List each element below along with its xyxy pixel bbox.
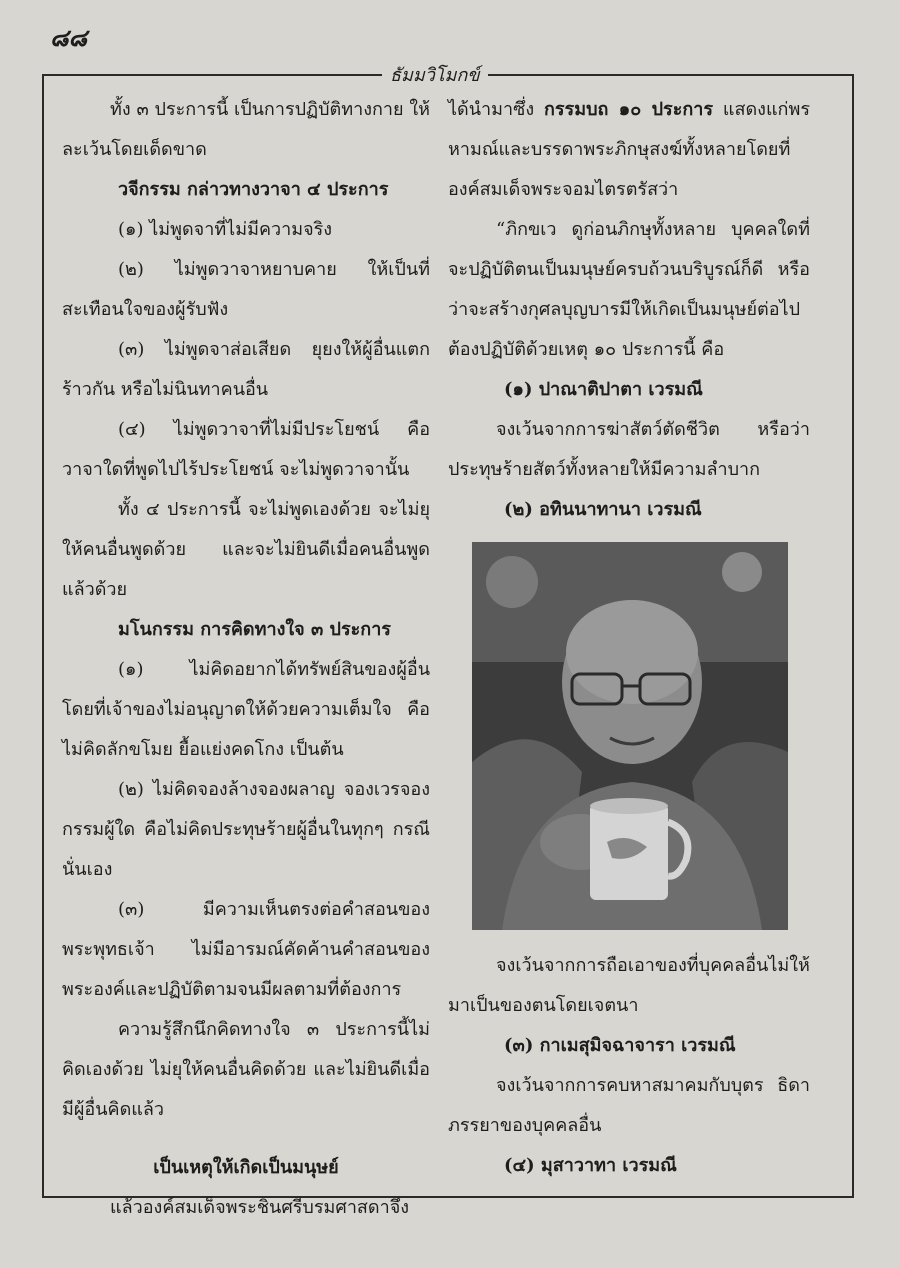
list-item: (๔) ไม่พูดวาจาที่ไม่มีประโยชน์ คือ วาจาใดที่พูดไปไร้ประโยชน์ จะไม่พูดวาจานั้น: [62, 419, 430, 480]
paragraph: จงเว้นจากการคบหาสมาคมกับบุตร ธิดาภรรยาของบุคคลอื่น: [448, 1075, 810, 1136]
list-item: (๓) ไม่พูดจาส่อเสียด ยุยงให้ผู้อื่นแตกร้าวกัน หรือไม่นินทาคนอื่น: [62, 339, 430, 400]
right-column: [448, 90, 810, 1186]
emphasis-text: กรรมบถ ๑๐ ประการ: [543, 99, 714, 120]
monk-photo: [472, 542, 788, 930]
precept-heading: (๓) กาเมสุมิจฉาจารา เวรมณี: [504, 1035, 736, 1056]
list-item: (๒) ไม่พูดวาจาหยาบคาย ให้เป็นที่สะเทือนใจของผู้รับฟัง: [62, 259, 430, 320]
running-head: ธัมมวิโมกข์: [382, 60, 488, 89]
paragraph: ทั้ง ๔ ประการนี้ จะไม่พูดเองด้วย จะไม่ยุให้คนอื่นพูดด้วย และจะไม่ยินดีเมื่อคนอื่นพูดแล้วด้วย: [62, 499, 430, 600]
quote-paragraph: “ภิกขเว ดูก่อนภิกษุทั้งหลาย บุคคลใดที่จะปฏิบัติตนเป็นมนุษย์ครบถ้วนบริบูรณ์ก็ดี หรือว่าจะสร้างกุศลบุญบารมีให้เกิดเป็นมนุษย์ต่อไป ต้องปฏิบัติด้วยเหตุ ๑๐ ประการนี้ คือ: [448, 219, 810, 360]
section-heading-cause: เป็นเหตุให้เกิดเป็นมนุษย์: [153, 1157, 339, 1178]
section-heading-speech: วจีกรรม กล่าวทางวาจา ๔ ประการ: [118, 179, 389, 200]
paragraph: ทั้ง ๓ ประการนี้ เป็นการปฏิบัติทางกาย ให้ละเว้นโดยเด็ดขาด: [62, 99, 430, 160]
page-number: ๘๘: [50, 23, 88, 52]
photo-illustration: [472, 542, 788, 930]
precept-heading: (๔) มุสาวาทา เวรมณี: [504, 1155, 677, 1176]
paragraph: จงเว้นจากการถือเอาของที่บุคคลอื่นไม่ให้ มาเป็นของตนโดยเจตนา: [448, 955, 810, 1016]
text-run: ได้นำมาซึ่ง: [448, 99, 544, 120]
paragraph: ความรู้สึกนึกคิดทางใจ ๓ ประการนี้ไม่คิดเองด้วย ไม่ยุให้คนอื่นคิดด้วย และไม่ยินดีเมื่อมีผู้อื่นคิดแล้ว: [62, 1019, 430, 1120]
paragraph: แล้วองค์สมเด็จพระชินศรีบรมศาสดาจึง: [110, 1197, 410, 1218]
section-heading-mind: มโนกรรม การคิดทางใจ ๓ ประการ: [118, 619, 391, 640]
left-column: [62, 90, 430, 1228]
list-item: (๓) มีความเห็นตรงต่อคำสอนของพระพุทธเจ้า ไม่มีอารมณ์คัดค้านคำสอนของพระองค์และปฏิบัติตามจนมีผลตามที่ต้องการ: [62, 899, 430, 1000]
precept-heading: (๒) อทินนาทานา เวรมณี: [504, 499, 702, 520]
precept-heading: (๑) ปาณาติปาตา เวรมณี: [504, 379, 703, 400]
text-run: แสดงแก่พรหามณ์และบรรดาพระภิกษุสงฆ์ทั้งหลายโดยที่องค์สมเด็จพระจอมไตรตรัสว่า: [448, 99, 810, 200]
list-item: (๑) ไม่คิดอยากได้ทรัพย์สินของผู้อื่นโดยที่เจ้าของไม่อนุญาตให้ด้วยความเต็มใจ คือไม่คิดลักขโมย ยื้อแย่งคดโกง เป็นต้น: [62, 659, 430, 760]
list-item: (๑) ไม่พูดจาที่ไม่มีความจริง: [118, 219, 333, 240]
list-item: (๒) ไม่คิดจองล้างจองผลาญ จองเวรจองกรรมผู้ใด คือไม่คิดประทุษร้ายผู้อื่นในทุกๆ กรณีนั่นเอง: [62, 779, 430, 880]
paragraph: จงเว้นจากการฆ่าสัตว์ตัดชีวิต หรือว่าประทุษร้ายสัตว์ทั้งหลายให้มีความลำบาก: [448, 419, 810, 480]
paragraph: [448, 90, 810, 210]
